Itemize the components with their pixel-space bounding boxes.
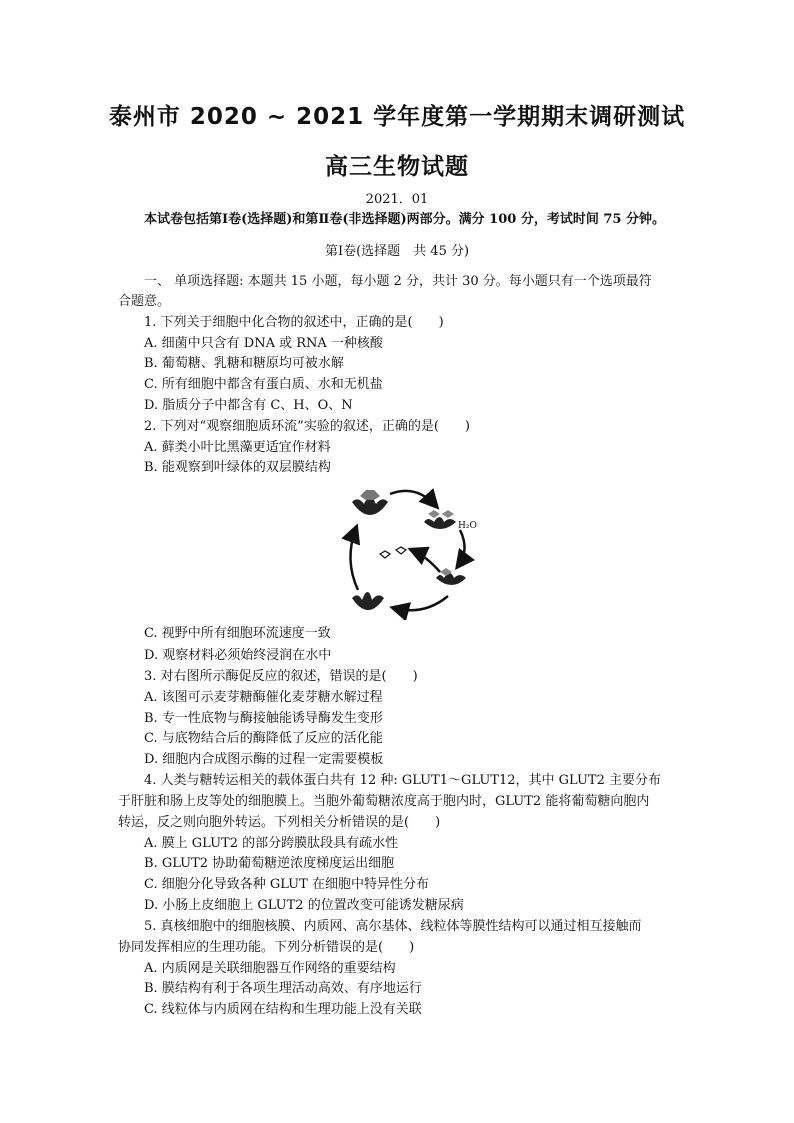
q4-stem: 4. 人类与糖转运相关的载体蛋白共有 12 种: GLUT1～GLUT12，其中 GLUT2 主要分布 xyxy=(144,773,662,788)
q5-stem-cont: 协同发挥相应的生理功能。下列分析错误的是( ) xyxy=(118,940,415,955)
arrow-left xyxy=(350,528,358,590)
product-molecules xyxy=(380,547,406,558)
exam-title: 泰州市 2020 ~ 2021 学年度第一学期期末调研测试 xyxy=(108,104,686,130)
q4-option-a: A. 膜上 GLUT2 的部分跨膜肽段具有疏水性 xyxy=(144,836,399,851)
q3-option-d: D. 细胞内合成图示酶的过程一定需要模板 xyxy=(144,752,384,767)
q3-option-a: A. 该图可示麦芽糖酶催化麦芽糖水解过程 xyxy=(144,690,383,705)
enzyme-products-release xyxy=(424,510,456,529)
arrow-bottom xyxy=(394,596,448,610)
part1-title: 第Ⅰ卷(选择题 共 45 分) xyxy=(324,244,470,259)
exam-date: 2021．01 xyxy=(365,192,429,207)
q5-option-c: C. 线粒体与内质网在结构和生理功能上没有关联 xyxy=(144,1002,422,1017)
q1-option-d: D. 脂质分子中都含有 C、H、O、N xyxy=(144,398,353,413)
enzyme-substrate-complex xyxy=(352,490,388,515)
q3-option-c: C. 与底物结合后的酶降低了反应的活化能 xyxy=(144,731,383,746)
exam-subtitle: 高三生物试题 xyxy=(325,154,469,180)
q4-option-b: B. GLUT2 协助葡萄糖逆浓度梯度运出细胞 xyxy=(144,856,395,871)
q5-option-b: B. 膜结构有利于各项生理活动高效、有序地运行 xyxy=(144,981,422,996)
q1-stem: 1. 下列关于细胞中化合物的叙述中，正确的是( ) xyxy=(144,315,444,330)
q4-stem-cont1: 于肝脏和肠上皮等处的细胞膜上。当胞外葡萄糖浓度高于胞内时，GLUT2 能将葡萄糖向胞内 xyxy=(118,794,650,809)
q1-option-b: B. 葡萄糖、乳糖和糖原均可被水解 xyxy=(144,356,344,371)
q5-stem: 5. 真核细胞中的细胞核膜、内质网、高尔基体、线粒体等膜性结构可以通过相互接触而 xyxy=(144,919,642,934)
q4-option-d: D. 小肠上皮细胞上 GLUT2 的位置改变可能诱发糖尿病 xyxy=(144,898,464,913)
water-label: H₂O xyxy=(458,521,477,531)
q3-option-b: B. 专一性底物与酶接触能诱导酶发生变形 xyxy=(144,711,383,726)
q2-option-d: D. 观察材料必须始终浸润在水中 xyxy=(144,648,332,663)
q2-option-a: A. 藓类小叶比黑藻更适宜作材料 xyxy=(144,440,331,455)
enzyme-reused xyxy=(352,592,384,610)
q4-stem-cont2: 转运，反之则向胞外转运。下列相关分析错误的是( ) xyxy=(118,815,441,830)
q4-option-c: C. 细胞分化导致各种 GLUT 在细胞中特异性分布 xyxy=(144,877,429,892)
q1-option-a: A. 细菌中只含有 DNA 或 RNA 一种核酸 xyxy=(144,336,383,351)
q2-option-b: B. 能观察到叶绿体的双层膜结构 xyxy=(144,460,331,475)
q2-option-c: C. 视野中所有细胞环流速度一致 xyxy=(144,626,331,641)
q1-option-c: C. 所有细胞中都含有蛋白质、水和无机盐 xyxy=(144,377,383,392)
exam-instructions: 本试卷包括第Ⅰ卷(选择题)和第Ⅱ卷(非选择题)两部分。满分 100 分，考试时间 75 分钟。 xyxy=(144,212,665,227)
free-enzyme xyxy=(436,568,466,585)
arrow-right xyxy=(458,530,465,566)
q2-stem: 2. 下列对“观察细胞质环流”实验的叙述，正确的是( ) xyxy=(144,419,470,434)
arrow-to-center xyxy=(412,550,440,572)
section1-intro: 一、 单项选择题: 本题共 15 小题，每小题 2 分，共计 30 分。每小题只有一个选项最符 xyxy=(144,274,652,289)
q5-option-a: A. 内质网是关联细胞器互作网络的重要结构 xyxy=(144,961,396,976)
arrow-top xyxy=(390,491,436,506)
q3-stem: 3. 对右图所示酶促反应的叙述，错误的是( ) xyxy=(144,669,418,684)
section1-intro-cont: 合题意。 xyxy=(118,294,171,309)
enzyme-reaction-diagram xyxy=(340,480,490,620)
